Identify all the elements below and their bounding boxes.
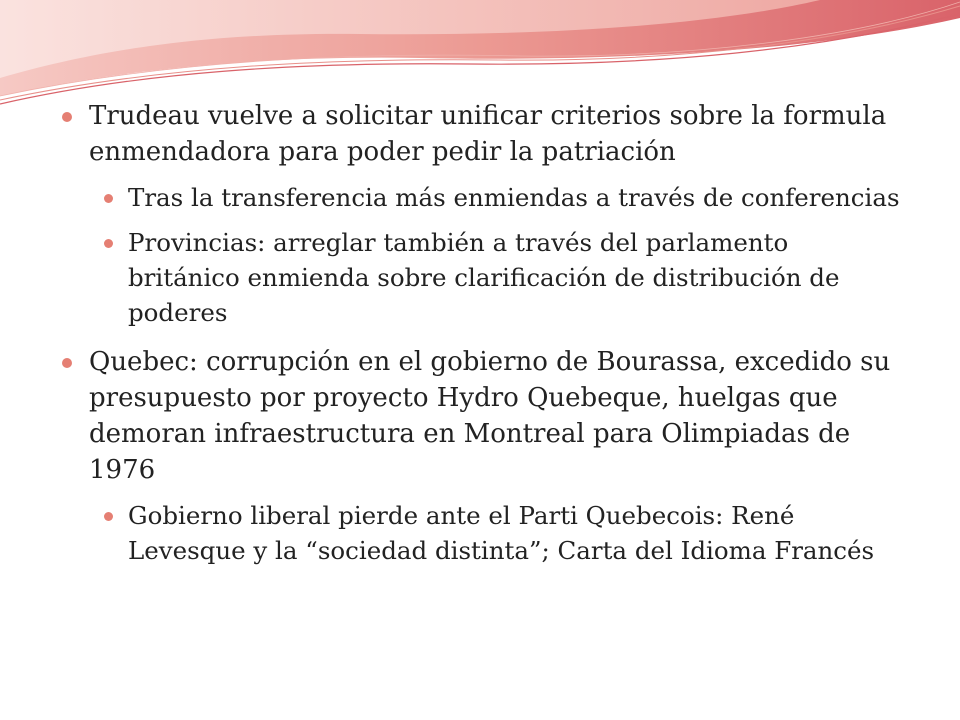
bullet-text: Tras la transferencia más enmiendas a través de conferencias [128, 183, 900, 212]
bullet-text: Provincias: arreglar también a través del parlamento británico enmienda sobre clarificación de distribución de poderes [128, 228, 840, 327]
bullet-dot-icon [104, 194, 113, 203]
bullet-dot-icon [62, 358, 72, 368]
bullet-item-trudeau [0, 98, 960, 170]
bullet-dot-icon [62, 112, 72, 122]
sub-bullet-item-transferencia [0, 180, 960, 215]
bullet-dot-icon [104, 239, 113, 248]
bullet-list [0, 98, 960, 568]
bullet-text: Gobierno liberal pierde ante el Parti Quebecois: René Levesque y la “sociedad distinta”; Carta del Idioma Francés [128, 501, 875, 565]
sub-bullet-item-provincias [0, 225, 960, 330]
bullet-dot-icon [104, 512, 113, 521]
header-wave-decoration [0, 0, 960, 110]
bullet-text: Quebec: corrupción en el gobierno de Bourassa, excedido su presupuesto por proyecto Hydro Quebeque, huelgas que demoran infraestructura en Montreal para Olimpiadas de 1976 [89, 347, 891, 485]
bullet-text: Trudeau vuelve a solicitar unificar criterios sobre la formula enmendadora para poder pedir la patriación [89, 101, 887, 167]
sub-bullet-item-gobierno-liberal [0, 498, 960, 568]
bullet-item-quebec [0, 344, 960, 488]
